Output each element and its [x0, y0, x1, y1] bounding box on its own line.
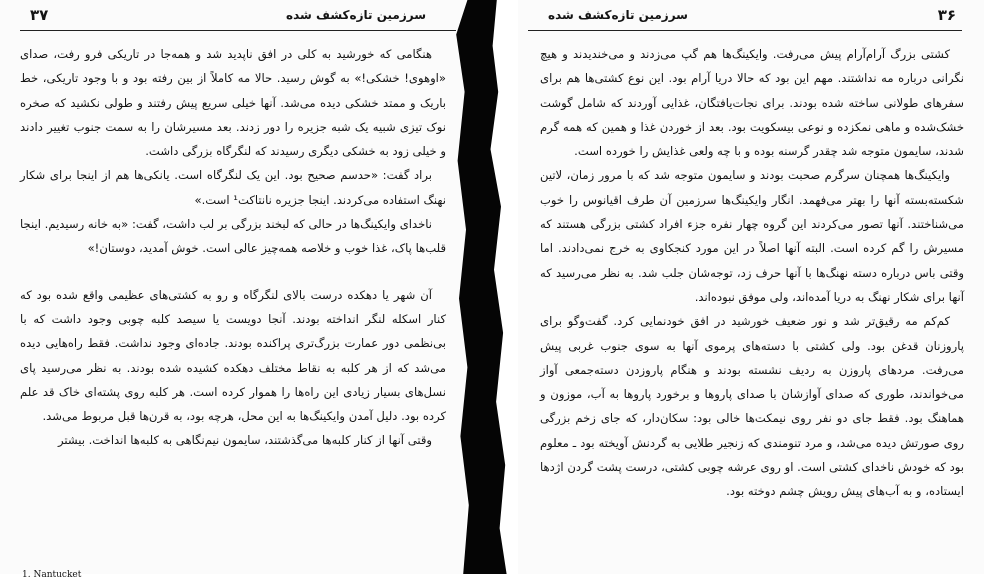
left-page	[0, 0, 466, 580]
right-page	[518, 0, 984, 574]
left-footnote: 1. Nantucket	[22, 570, 82, 580]
right-running-title: سرزمین تازه‌کشف شده	[548, 8, 688, 22]
right-page-body	[540, 42, 964, 504]
left-paragraph-1: هنگامی که خورشید به کلی در افق ناپدید شد و همه‌جا در تاریکی فرو رفت، صدای «اوهوی! خشکی!» به گوش رسید. حالا مه کاملاً از بین رفته بود و با وجود تاریکی، خط باریک و ممتد خشکی دیده می‌شد. آنها خیلی سریع پیش رفتند و طولی نکشید که صخره نوک تیزی شبیه یک شبه جزیره را دور زدند. بعد مسیرشان را به سمت جنوب تغییر دادند و خیلی زود به خشکی دیگری رسیدند که لنگرگاه بزرگی داشت.	[20, 47, 446, 159]
right-header-rule	[528, 30, 962, 31]
left-paragraph-4: آن شهر یا دهکده درست بالای لنگرگاه و رو به کشتی‌های عظیمی واقع شده بود که کنار اسکله لنگر انداخته بودند. آنجا دویست یا سیصد کلبه چوبی وجود داشت که با بی‌نظمی دور عمارت بزرگ‌تری پراکنده بودند. جاده‌ای وجود نداشت. فقط راه‌هایی دیده می‌شد که از هر کلبه به نقاط مختلف دهکده کشیده شده بودند. به نظر می‌رسید پای نسل‌های بسیار زیادی این راه‌ها را هموار کرده است. هر کلبه روی پشته‌ای خاک قد علم کرده بود. دلیل آمدن وایکینگ‌ها به این محل، هرچه بود، به قرن‌ها قبل مربوط می‌شد.	[20, 287, 446, 424]
left-paragraph-2: براد گفت: «حدسم صحیح بود. این یک لنگرگاه است. یانکی‌ها هم از اینجا برای شکار نهنگ استفاده می‌کردند. اینجا جزیره نانتاکت¹ است.»	[20, 168, 446, 207]
right-page-number: ۳۶	[937, 6, 956, 24]
left-page-body	[20, 42, 446, 453]
left-page-number: ۳۷	[30, 6, 49, 24]
left-running-title: سرزمین تازه‌کشف شده	[286, 8, 426, 22]
right-paragraph-2: وایکینگ‌ها همچنان سرگرم صحبت بودند و سایمون متوجه شد که با مرور زمان، لاتین شکسته‌بسته آنها را بهتر می‌فهمد. انگار وایکینگ‌ها سرزمین آن طرف اقیانوس را خوب می‌شناختند. آنها تصور می‌کردند این گروه چهار نفره جزء افراد کشتی بزرگی هستند که مسیرش را گم کرده است. البته آنها اصلاً در این مورد کنجکاوی به خرج نمی‌دادند. اما وقتی باس درباره دسته نهنگ‌ها با آنها حرف زد، توجه‌شان جلب شد. به نظر می‌رسید که آنها برای شکار نهنگ به دریا آمده‌اند، ولی موفق نبوده‌اند.	[540, 168, 964, 304]
left-header-rule	[20, 30, 456, 31]
right-paragraph-1: کشتی بزرگ آرام‌آرام پیش می‌رفت. وایکینگ‌ها هم گپ می‌زدند و می‌خندیدند و هیچ نگرانی درباره مه نداشتند. مهم این بود که حالا دریا آرام بود. این نوع کشتی‌ها هم برای سفرهای طولانی ساخته شده بودند. برای نجات‌یافتگان، غذایی آوردند که شامل گوشت خشک‌شده و ماهی نمکزده و نوعی بیسکویت بود. بعد از خوردن غذا و همین که همه گرم شدند، سایمون متوجه شد چقدر گرسنه بوده و با چه ولعی غذایش را خورده است.	[540, 47, 964, 159]
left-paragraph-5: وقتی آنها از کنار کلبه‌ها می‌گذشتند، سایمون نیم‌نگاهی به کلبه‌ها انداخت. بیشتر	[57, 433, 432, 448]
left-page-header	[20, 4, 456, 34]
right-page-header	[528, 4, 962, 34]
left-paragraph-3: ناخدای وایکینگ‌ها در حالی که لبخند بزرگی بر لب داشت، گفت: «به خانه رسیدیم. اینجا قلب‌ها پاک، غذا خوب و خلاصه همه‌چیز عالی است. خوش آمدید، دوستان!»	[20, 217, 446, 256]
right-paragraph-3: کم‌کم مه رقیق‌تر شد و نور ضعیف خورشید در افق خودنمایی کرد. گفت‌وگو برای پاروزنان قدغن بود. ولی کشتی با دسته‌های پرموی آنها به سوی جنوب غربی پیش می‌رفت. مردهای پاروزن به ردیف نشسته بودند و هنگام پاروزدن دسته‌جمعی آواز می‌خواندند، طوری که صدای آوازشان با صدای پاروها و برخورد پاروها به آب، موزون و هماهنگ بود. فقط جای دو نفر روی نیمکت‌ها خالی بود: سکان‌دار، که جای زخم بزرگی روی صورتش دیده می‌شد، و مرد تنومندی که زنجیر طلایی به گردنش آویخته بود ـ معلوم بود که خودش ناخدای کشتی است. او روی عرشه چوبی کشتی، درست پشت گردن اژدها ایستاده، و به آب‌های پیش رویش چشم دوخته بود.	[540, 314, 964, 499]
